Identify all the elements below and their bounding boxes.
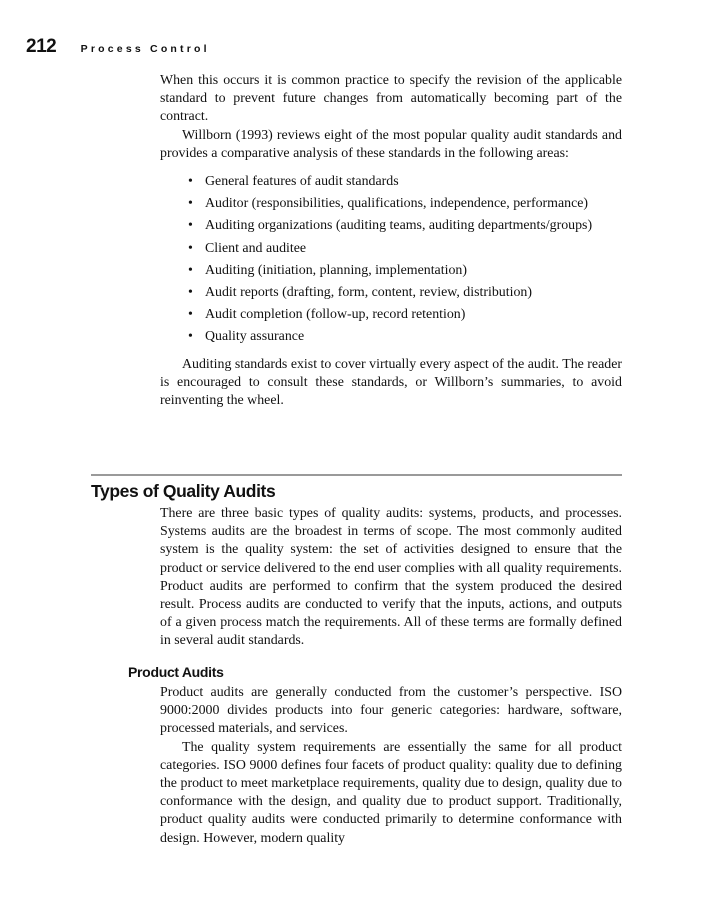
list-item: • General features of audit standards: [160, 173, 622, 191]
chapter-title: Process Control: [80, 43, 210, 55]
section-divider: [91, 474, 622, 476]
subsection-body: [160, 684, 622, 848]
intro-paragraph-2: Willborn (1993) reviews eight of the most popular quality audit standards and provides a comparative analysis of these standards in the following areas:: [160, 127, 622, 161]
intro-paragraph-1: When this occurs it is common practice to specify the revision of the applicable standard to prevent future changes from automatically becoming part of the contract.: [160, 73, 622, 125]
list-item: • Auditor (responsibilities, qualifications, independence, performance): [160, 195, 622, 213]
list-item: • Audit reports (drafting, form, content, review, distribution): [160, 284, 622, 302]
section-body: [160, 505, 622, 651]
list-item: • Auditing (initiation, planning, implementation): [160, 262, 622, 280]
section-paragraph-1: There are three basic types of quality audits: systems, products, and processes. Systems audits are the broadest in terms of scope. The most commonly audited system is the quality system: the set of activities designed to ensure that the product or service delivered to the end user complies with all quality requirements. Product audits are performed to confirm that the system produced the desired result. Process audits are conducted to verify that the inputs, actions, and outputs of a given process match the requirements. All of these terms are formally defined in several audit standards.: [160, 506, 622, 649]
list-item: • Auditing organizations (auditing teams, auditing departments/groups): [160, 217, 622, 235]
list-item: • Audit completion (follow-up, record retention): [160, 306, 622, 324]
subsection-heading: Product Audits: [128, 664, 224, 680]
list-item: • Quality assurance: [160, 328, 622, 346]
intro-block: [160, 72, 622, 410]
subsection-paragraph-1: Product audits are generally conducted from the customer’s perspective. ISO 9000:2000 divides products into four generic categories: hardware, software, processed materials, and services.: [160, 685, 622, 737]
list-item: • Client and auditee: [160, 240, 622, 258]
subsection-paragraph-2: The quality system requirements are essentially the same for all product categories. ISO 9000 defines four facets of product quality: quality due to defining the product to meet marketplace requirements, quality due to design, quality due to conformance with the design, and quality due to product support. Traditionally, product quality audits were conducted primarily to determine conformance with design. However, modern quality: [160, 739, 622, 846]
audit-areas-list: [160, 173, 622, 347]
running-head: [26, 36, 210, 58]
section-heading: Types of Quality Audits: [91, 481, 276, 501]
page-number: 212: [26, 36, 57, 57]
intro-paragraph-3: Auditing standards exist to cover virtually every aspect of the audit. The reader is encouraged to consult these standards, or Willborn’s summaries, to avoid reinventing the wheel.: [160, 356, 622, 409]
